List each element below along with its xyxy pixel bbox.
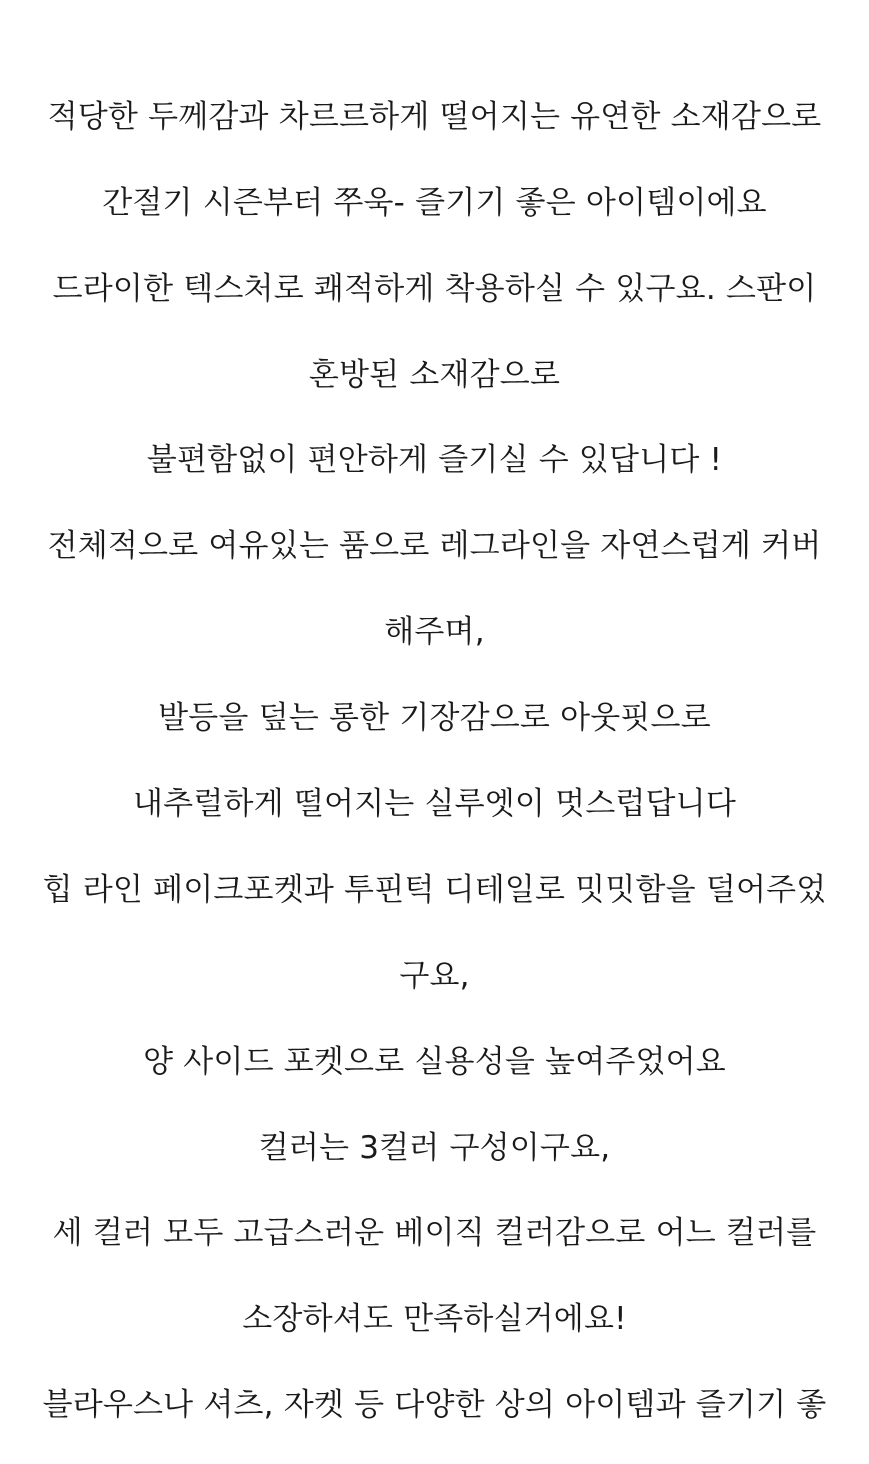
text-line: 내추럴하게 떨어지는 실루엣이 멋스럽답니다 bbox=[133, 786, 736, 823]
text-line: 소장하셔도 만족하실거에요! bbox=[242, 1301, 627, 1338]
text-line: 발등을 덮는 롱한 기장감으로 아웃핏으로 bbox=[158, 700, 711, 737]
text-line: 전체적으로 여유있는 품으로 레그라인을 자연스럽게 커버 bbox=[47, 528, 822, 565]
text-line: 양 사이드 포켓으로 실용성을 높여주었어요 bbox=[143, 1043, 726, 1080]
text-line: 해주며, bbox=[384, 614, 485, 651]
text-line: 불편함없이 편안하게 즐기실 수 있답니다 ! bbox=[146, 442, 723, 479]
text-line: 컬러는 3컬러 구성이구요, bbox=[258, 1129, 611, 1166]
text-line: 적당한 두께감과 차르르하게 떨어지는 유연한 소재감으로 bbox=[47, 98, 822, 135]
text-line: 간절기 시즌부터 쭈욱- 즐기기 좋은 아이템이에요 bbox=[102, 184, 767, 221]
text-line: 힙 라인 페이크포켓과 투핀턱 디테일로 밋밋함을 덜어주었 bbox=[42, 871, 827, 908]
text-line: 세 컬러 모두 고급스러운 베이직 컬러감으로 어느 컬러를 bbox=[52, 1215, 817, 1252]
text-line: 혼방된 소재감으로 bbox=[308, 356, 561, 393]
text-line bbox=[0, 4, 869, 59]
text-line: 드라이한 텍스처로 쾌적하게 착용하실 수 있구요. 스판이 bbox=[52, 270, 817, 307]
text-line: 구요, bbox=[399, 957, 470, 994]
text-line: 블라우스나 셔츠, 자켓 등 다양한 상의 아이템과 즐기기 좋 bbox=[42, 1387, 827, 1424]
